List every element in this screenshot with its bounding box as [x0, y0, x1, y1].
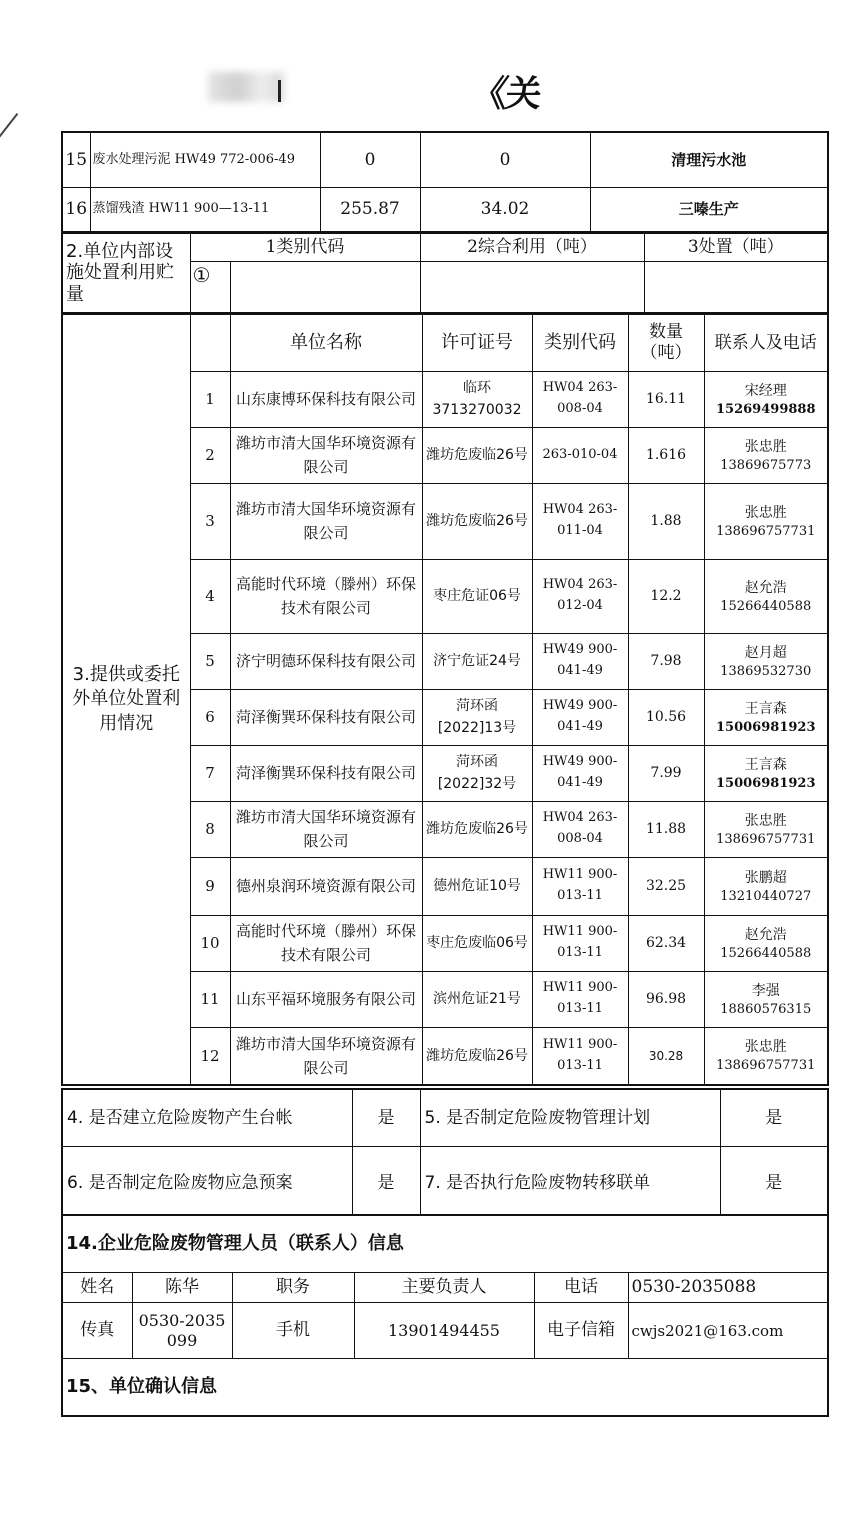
contact-name: 张忠胜	[744, 504, 787, 521]
contact-name: 张忠胜	[744, 1039, 787, 1056]
quantity: 7.99	[628, 745, 704, 801]
row-number: 11	[190, 971, 230, 1027]
row-number: 12	[190, 1027, 230, 1085]
header-category-code: 1类别代码	[190, 233, 420, 261]
quantity: 1.88	[628, 483, 704, 559]
email-value: cwjs2021@163.com	[628, 1303, 828, 1359]
header-title-fragment: 《关	[468, 73, 543, 115]
email-label: 电子信箱	[534, 1303, 628, 1359]
phone-value: 0530-2035088	[628, 1273, 828, 1303]
header-disposal: 3处置（吨）	[644, 233, 828, 261]
mobile-label: 手机	[232, 1303, 354, 1359]
question-management-plan: 5. 是否制定危险废物管理计划	[420, 1089, 720, 1147]
license-number: 枣庄危废临06号	[422, 915, 532, 971]
empty-cell	[190, 314, 230, 371]
external-label: 3.提供或委托外单位处置利用情况	[62, 314, 190, 1085]
category-code: HW11 900-013-11	[532, 915, 628, 971]
table-row	[62, 233, 828, 261]
contact-phone: 138696757731	[716, 523, 816, 539]
contact-cell	[704, 633, 828, 689]
unit-name: 菏泽衡巽环保科技有限公司	[230, 745, 422, 801]
name-value: 陈华	[132, 1273, 232, 1303]
license-number: 潍坊危废临26号	[422, 427, 532, 483]
row-number: 16	[62, 187, 90, 232]
phone-label: 电话	[534, 1273, 628, 1303]
category-code: HW49 900-041-49	[532, 689, 628, 745]
compliance-questions-table	[61, 1088, 829, 1221]
row-number: 10	[190, 915, 230, 971]
category-code: HW11 900-013-11	[532, 1027, 628, 1085]
contact-cell	[704, 915, 828, 971]
contact-cell	[704, 1027, 828, 1085]
quantity: 32.25	[628, 857, 704, 915]
quantity: 10.56	[628, 689, 704, 745]
row-number: 15	[62, 132, 90, 187]
license-number: 潍坊危废临26号	[422, 1027, 532, 1085]
contact-cell	[704, 801, 828, 857]
fax-value: 0530-2035099	[132, 1303, 232, 1359]
unit-name: 济宁明德环保科技有限公司	[230, 633, 422, 689]
question-ledger: 4. 是否建立危险废物产生台帐	[62, 1089, 352, 1147]
contact-name: 张鹏超	[744, 869, 787, 886]
unit-name: 山东平福环境服务有限公司	[230, 971, 422, 1027]
answer-ledger: 是	[352, 1089, 420, 1147]
row-number: 9	[190, 857, 230, 915]
row-number: 4	[190, 559, 230, 633]
quantity: 7.98	[628, 633, 704, 689]
header-mark	[278, 80, 281, 102]
fax-label: 传真	[62, 1303, 132, 1359]
waste-qty-b: 34.02	[420, 187, 590, 232]
category-code: HW04 263-008-04	[532, 801, 628, 857]
license-number: 滨州危证21号	[422, 971, 532, 1027]
title-value: 主要负责人	[354, 1273, 534, 1303]
contact-cell	[704, 971, 828, 1027]
row-number: 5	[190, 633, 230, 689]
manager-info-table	[61, 1214, 829, 1417]
header-comprehensive-use: 2综合利用（吨）	[420, 233, 644, 261]
contact-phone: 15006981923	[716, 719, 816, 735]
question-emergency-plan: 6. 是否制定危险废物应急预案	[62, 1147, 352, 1221]
contact-cell	[704, 483, 828, 559]
name-label: 姓名	[62, 1273, 132, 1303]
contact-name: 赵允浩	[744, 579, 787, 596]
contact-cell	[704, 371, 828, 427]
license-number: 菏环函[2022]32号	[422, 745, 532, 801]
contact-phone: 18860576315	[720, 1001, 812, 1017]
table-row	[62, 1359, 828, 1417]
contact-phone: 138696757731	[716, 831, 816, 847]
license-number: 潍坊危废临26号	[422, 801, 532, 857]
waste-qty-b: 0	[420, 132, 590, 187]
circled-number: ①	[190, 261, 230, 313]
empty-cell	[644, 261, 828, 313]
contact-cell	[704, 745, 828, 801]
internal-label: 2.单位内部设施处置利用贮量	[62, 233, 190, 313]
category-code: HW11 900-013-11	[532, 971, 628, 1027]
contact-phone: 13210440727	[720, 888, 812, 904]
category-code: HW04 263-012-04	[532, 559, 628, 633]
waste-rows-table	[61, 131, 829, 233]
contact-name: 张忠胜	[744, 812, 787, 829]
unit-name: 高能时代环境（滕州）环保技术有限公司	[230, 559, 422, 633]
header-category-code: 类别代码	[532, 314, 628, 371]
confirm-section-title: 15、单位确认信息	[62, 1359, 828, 1417]
category-code: 263-010-04	[532, 427, 628, 483]
row-number: 7	[190, 745, 230, 801]
license-number: 德州危证10号	[422, 857, 532, 915]
scan-scratch	[0, 113, 18, 141]
contact-cell	[704, 689, 828, 745]
category-code: HW49 900-041-49	[532, 633, 628, 689]
quantity: 96.98	[628, 971, 704, 1027]
contact-phone: 15006981923	[716, 775, 816, 791]
header-quantity: 数量（吨）	[628, 314, 704, 371]
unit-name: 德州泉润环境资源有限公司	[230, 857, 422, 915]
answer-management-plan: 是	[720, 1089, 828, 1147]
license-number: 临环 3713270032	[422, 371, 532, 427]
contact-name: 宋经理	[744, 382, 787, 399]
contact-name: 赵允浩	[744, 926, 787, 943]
waste-remark: 三嗪生产	[590, 187, 828, 232]
contact-phone: 138696757731	[716, 1058, 816, 1074]
contact-name: 赵月超	[744, 644, 787, 661]
unit-name: 潍坊市清大国华环境资源有限公司	[230, 1027, 422, 1085]
table-row	[62, 1089, 828, 1147]
license-number: 潍坊危废临26号	[422, 483, 532, 559]
contact-phone: 15269499888	[716, 401, 816, 417]
question-transfer-manifest: 7. 是否执行危险废物转移联单	[420, 1147, 720, 1221]
contact-name: 李强	[751, 982, 780, 999]
waste-name: 蒸馏残渣 HW11 900—13-11	[90, 187, 320, 232]
internal-disposal-table	[61, 232, 829, 314]
category-code: HW04 263-008-04	[532, 371, 628, 427]
manager-section-title: 14.企业危险废物管理人员（联系人）信息	[62, 1215, 828, 1273]
row-number: 1	[190, 371, 230, 427]
title-label: 职务	[232, 1273, 354, 1303]
answer-emergency-plan: 是	[352, 1147, 420, 1221]
row-number: 6	[190, 689, 230, 745]
table-row	[62, 1147, 828, 1221]
contact-name: 张忠胜	[744, 438, 787, 455]
contact-name: 王言森	[744, 756, 787, 773]
unit-name: 菏泽衡巽环保科技有限公司	[230, 689, 422, 745]
quantity: 62.34	[628, 915, 704, 971]
license-number: 济宁危证24号	[422, 633, 532, 689]
license-number: 菏环函[2022]13号	[422, 689, 532, 745]
quantity: 11.88	[628, 801, 704, 857]
header-contact: 联系人及电话	[704, 314, 828, 371]
contact-phone: 13869532730	[720, 663, 812, 679]
contact-phone: 13869675773	[720, 457, 812, 473]
quantity: 1.616	[628, 427, 704, 483]
unit-name: 潍坊市清大国华环境资源有限公司	[230, 427, 422, 483]
unit-name: 山东康博环保科技有限公司	[230, 371, 422, 427]
contact-cell	[704, 857, 828, 915]
unit-name: 潍坊市清大国华环境资源有限公司	[230, 801, 422, 857]
contact-name: 王言森	[744, 700, 787, 717]
quantity: 16.11	[628, 371, 704, 427]
blurred-header-text	[208, 72, 284, 102]
category-code: HW11 900-013-11	[532, 857, 628, 915]
table-row	[62, 132, 828, 187]
external-disposal-table	[61, 313, 829, 1086]
table-row	[62, 1273, 828, 1303]
table-row	[62, 1215, 828, 1273]
row-number: 3	[190, 483, 230, 559]
table-row	[62, 187, 828, 232]
empty-cell	[420, 261, 644, 313]
answer-transfer-manifest: 是	[720, 1147, 828, 1221]
quantity: 12.2	[628, 559, 704, 633]
mobile-value: 13901494455	[354, 1303, 534, 1359]
contact-cell	[704, 427, 828, 483]
table-header-row	[62, 314, 828, 371]
table-row	[62, 1303, 828, 1359]
category-code: HW04 263-011-04	[532, 483, 628, 559]
waste-name: 废水处理污泥 HW49 772-006-49	[90, 132, 320, 187]
empty-cell	[230, 261, 420, 313]
license-number: 枣庄危证06号	[422, 559, 532, 633]
waste-remark: 清理污水池	[590, 132, 828, 187]
contact-phone: 15266440588	[720, 598, 812, 614]
row-number: 8	[190, 801, 230, 857]
waste-qty-a: 255.87	[320, 187, 420, 232]
header-license: 许可证号	[422, 314, 532, 371]
contact-cell	[704, 559, 828, 633]
header-unit-name: 单位名称	[230, 314, 422, 371]
category-code: HW49 900-041-49	[532, 745, 628, 801]
unit-name: 潍坊市清大国华环境资源有限公司	[230, 483, 422, 559]
quantity: 30.28	[628, 1027, 704, 1085]
unit-name: 高能时代环境（滕州）环保技术有限公司	[230, 915, 422, 971]
contact-phone: 15266440588	[720, 945, 812, 961]
row-number: 2	[190, 427, 230, 483]
waste-qty-a: 0	[320, 132, 420, 187]
